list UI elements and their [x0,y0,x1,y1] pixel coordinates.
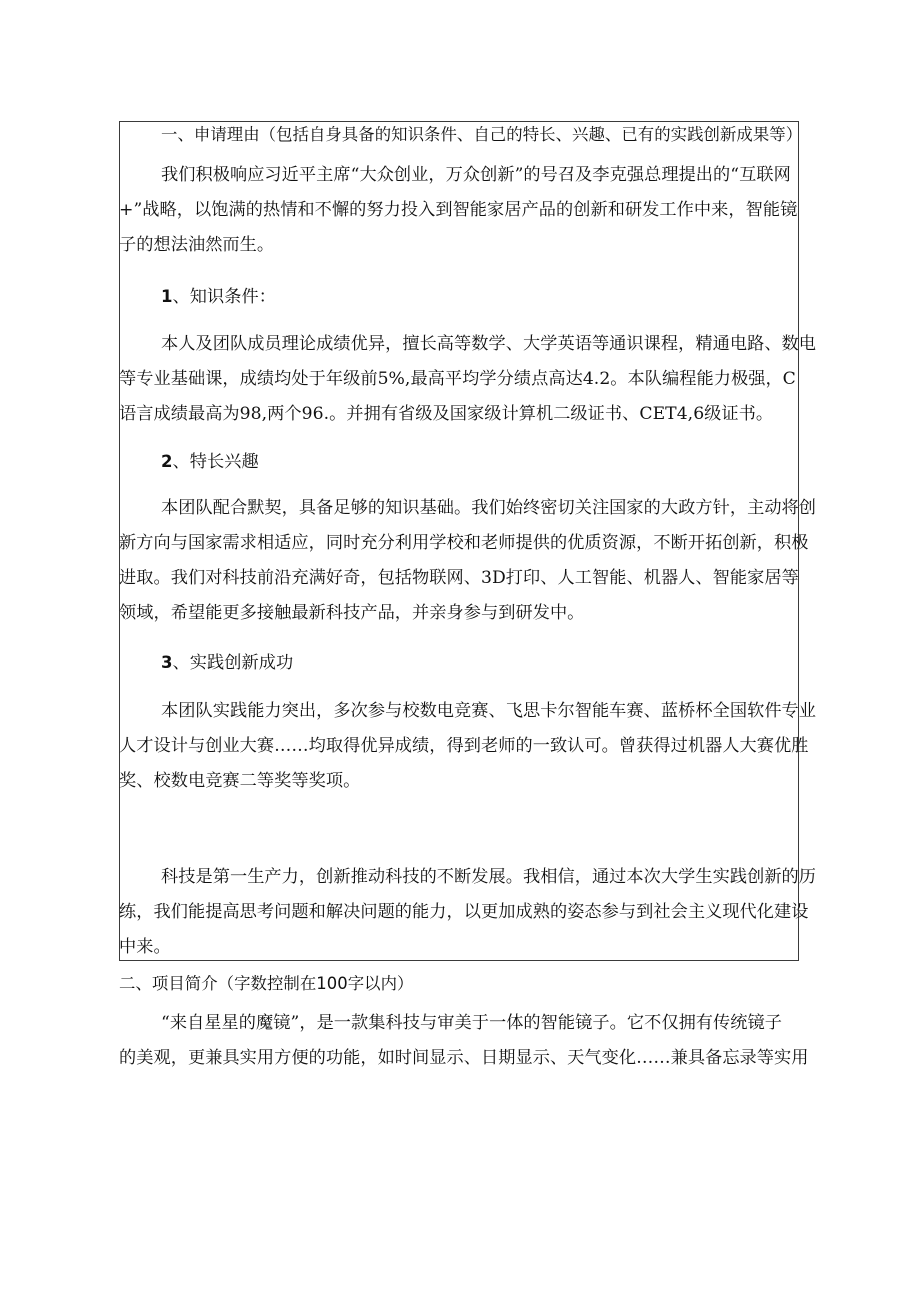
item-heading-text: 、实践创新成功 [172,653,294,673]
closing-line: 中来。 [119,937,171,957]
item-heading-knowledge [161,286,276,308]
paragraph-line: 新方向与国家需求相适应，同时充分利用学校和老师提供的优质资源，不断开拓创新，积极 [119,533,809,553]
paragraph-line: 领域，希望能更多接触最新科技产品，并亲身参与到研发中。 [119,603,585,623]
paragraph-line: 等专业基础课，成绩均处于年级前5%,最高平均学分绩点高达4.2。本队编程能力极强，C [119,369,796,389]
project-summary-line: “来自星星的魔镜”，是一款集科技与审美于一体的智能镜子。它不仅拥有传统镜子 [161,1013,782,1033]
section1-title: 一、申请理由（包括自身具备的知识条件、自己的特长、兴趣、已有的实践创新成果等） [161,125,803,144]
item-heading-interests [161,451,259,473]
item-heading-text: 、特长兴趣 [172,452,259,472]
project-summary-line: 的美观，更兼具实用方便的功能，如时间显示、日期显示、天气变化……兼具备忘录等实用 [119,1048,809,1068]
intro-line: 我们积极响应习近平主席“大众创业，万众创新”的号召及李克强总理提出的“互联网 [161,165,791,185]
item-number: 3 [161,653,173,672]
closing-line: 科技是第一生产力，创新推动科技的不断发展。我相信，通过本次大学生实践创新的历 [161,867,817,887]
item-heading-practice [161,652,293,674]
paragraph-line: 本人及团队成员理论成绩优异，擅长高等数学、大学英语等通识课程，精通电路、数电 [161,334,817,354]
paragraph-line: 进取。我们对科技前沿充满好奇，包括物联网、3D打印、人工智能、机器人、智能家居等 [119,568,799,588]
section2-title: 二、项目简介（字数控制在100字以内） [119,974,414,993]
paragraph-line: 人才设计与创业大赛……均取得优异成绩，得到老师的一致认可。曾获得过机器人大赛优胜 [119,736,809,756]
item-number: 1 [161,287,173,306]
paragraph-line: 本团队实践能力突出，多次参与校数电竞赛、飞思卡尔智能车赛、蓝桥杯全国软件专业 [161,701,817,721]
item-heading-text: 、知识条件： [172,287,276,307]
item-number: 2 [161,452,173,471]
paragraph-line: 语言成绩最高为98,两个96.。并拥有省级及国家级计算机二级证书、CET4,6级证书。 [119,404,774,424]
closing-line: 练，我们能提高思考问题和解决问题的能力，以更加成熟的姿态参与到社会主义现代化建设 [119,902,809,922]
intro-line: 子的想法油然而生。 [119,235,275,255]
paragraph-line: 奖、校数电竞赛二等奖等奖项。 [119,771,361,791]
paragraph-line: 本团队配合默契，具备足够的知识基础。我们始终密切关注国家的大政方针，主动将创 [161,498,817,518]
intro-line: +”战略，以饱满的热情和不懈的努力投入到智能家居产品的创新和研发工作中来，智能镜 [119,200,798,220]
